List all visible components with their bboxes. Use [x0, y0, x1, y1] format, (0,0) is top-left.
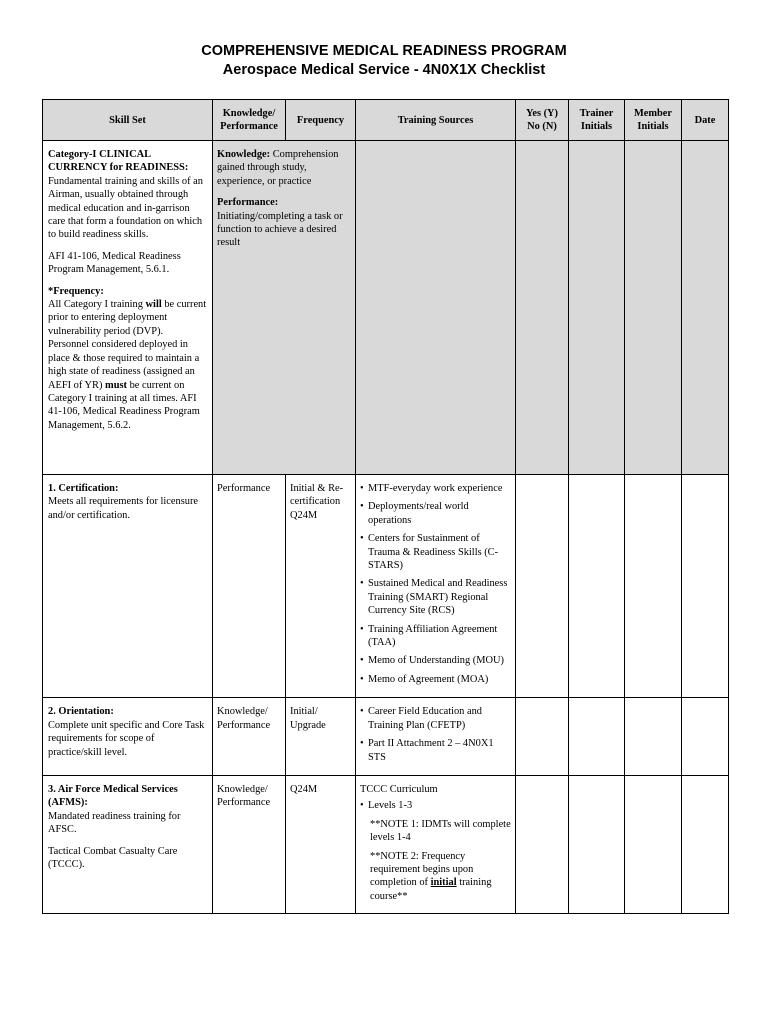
header-frequency: Frequency: [286, 100, 356, 141]
category-member-cell: [625, 141, 682, 475]
trainer-initials-cell[interactable]: [569, 775, 625, 913]
skill-title: 1. Certification:: [48, 483, 119, 494]
sources-cell: [356, 475, 516, 698]
skill-title: 3. Air Force Medical Services (AFMS):: [48, 783, 178, 809]
date-cell[interactable]: [682, 698, 729, 776]
list-item: • Training Affiliation Agreement (TAA): [360, 623, 511, 650]
skill-description-2: Tactical Combat Casualty Care (TCCC).: [48, 845, 178, 870]
header-yes-no-line2: No (N): [527, 121, 557, 132]
knowledge-definition: Knowledge: Comprehension gained through study, experience, or practice: [217, 149, 339, 187]
category-deployed-text: Personnel considered deployed in place & those required to maintain a high state of readiness (assigned an AEFI of YR) must be current on Category I training at all times. AFI 41-106, Medical Readiness Program Management, 5.6.2.: [48, 339, 200, 431]
trainer-initials-cell[interactable]: [569, 698, 625, 776]
header-yes-no: [516, 100, 569, 141]
document-title: COMPREHENSIVE MEDICAL READINESS PROGRAM: [201, 43, 567, 59]
list-item: • Sustained Medical and Readiness Training (SMART) Regional Currency Site (RCS): [360, 577, 511, 617]
category-yes-no-cell: [516, 141, 569, 475]
table-row: [43, 475, 729, 698]
skill-title: 2. Orientation:: [48, 706, 114, 718]
category-trainer-cell: [569, 141, 625, 475]
header-row: [43, 100, 729, 141]
checklist-table: [42, 99, 729, 914]
category-sources-cell: [356, 141, 516, 475]
document-subtitle: Aerospace Medical Service - 4N0X1X Checklist: [222, 62, 546, 78]
sources-list: [360, 705, 511, 764]
sources-heading: TCCC Curriculum: [360, 783, 438, 795]
header-trainer-line1: Trainer: [579, 108, 614, 119]
member-initials-cell[interactable]: [625, 775, 682, 913]
header-skill-set: Skill Set: [43, 100, 213, 141]
list-item: • Centers for Sustainment of Trauma & Readiness Skills (C-STARS): [360, 532, 511, 572]
header-trainer-initials: [569, 100, 625, 141]
note-1: **NOTE 1: IDMTs will complete levels 1-4: [370, 818, 511, 844]
performance-label: Performance:: [217, 197, 279, 209]
category-date-cell: [682, 141, 729, 475]
header-member-line1: Member: [633, 108, 673, 119]
date-cell[interactable]: [682, 775, 729, 913]
table-row: [43, 775, 729, 913]
trainer-initials-cell[interactable]: [569, 475, 625, 698]
list-item: • Career Field Education and Training Plan (CFETP): [360, 705, 511, 732]
sources-list: [360, 482, 511, 686]
header-trainer-line2: Initials: [580, 121, 613, 132]
skill-description: Meets all requirements for licensure and/or certification.: [48, 496, 199, 521]
frequency-cell: Initial/ Upgrade: [286, 698, 356, 776]
skill-description: Complete unit specific and Core Task requirements for scope of practice/skill level.: [48, 719, 205, 758]
note-2: **NOTE 2: Frequency requirement begins upon completion of initial training course**: [370, 850, 492, 902]
document-header: [0, 42, 768, 80]
table-row: [43, 698, 729, 776]
list-item: • MTF-everyday work experience: [360, 482, 511, 495]
yes-no-cell[interactable]: [516, 698, 569, 776]
kp-cell: Knowledge/ Performance: [213, 698, 286, 776]
frequency-cell: Q24M: [286, 775, 356, 913]
header-date: Date: [682, 100, 729, 141]
yes-no-cell[interactable]: [516, 775, 569, 913]
date-cell[interactable]: [682, 475, 729, 698]
list-item: • Part II Attachment 2 – 4N0X1 STS: [360, 737, 511, 764]
category-title: Category-I CLINICAL CURRENCY for READINESS:: [48, 149, 189, 174]
skill-cell: [43, 475, 213, 698]
sources-cell: [356, 698, 516, 776]
yes-no-cell[interactable]: [516, 475, 569, 698]
sources-list: [360, 799, 511, 812]
header-knowledge-performance: Knowledge/ Performance: [213, 100, 286, 141]
header-member-line2: Initials: [637, 121, 669, 132]
header-member-initials: [625, 100, 682, 141]
list-item: • Levels 1-3: [360, 799, 511, 812]
sources-cell: [356, 775, 516, 913]
list-item: • Memo of Agreement (MOA): [360, 673, 511, 686]
category-frequency-label: *Frequency:: [48, 285, 104, 297]
frequency-cell: Initial & Re-certification Q24M: [286, 475, 356, 698]
skill-cell: [43, 775, 213, 913]
category-frequency-text: All Category I training will be current prior to entering deployment vulnerability period (DVP).: [48, 299, 207, 337]
performance-definition: Initiating/completing a task or function to achieve a desired result: [217, 210, 343, 249]
skill-description: Mandated readiness training for AFSC.: [48, 810, 181, 836]
header-training-sources: Training Sources: [356, 100, 516, 141]
category-row: [43, 141, 729, 475]
category-skill-cell: [43, 141, 213, 475]
list-item: • Memo of Understanding (MOU): [360, 654, 511, 667]
category-description: Fundamental training and skills of an Airman, usually obtained through medical education and in-garrison care that form a foundation on which to build readiness skills.: [48, 175, 203, 241]
kp-cell: Performance: [213, 475, 286, 698]
category-definitions-cell: [213, 141, 356, 475]
list-item: • Deployments/real world operations: [360, 500, 511, 527]
member-initials-cell[interactable]: [625, 475, 682, 698]
header-yes-no-line1: Yes (Y): [525, 108, 559, 119]
kp-cell: Knowledge/ Performance: [213, 775, 286, 913]
category-reference: AFI 41-106, Medical Readiness Program Management, 5.6.1.: [48, 250, 181, 276]
member-initials-cell[interactable]: [625, 698, 682, 776]
skill-cell: [43, 698, 213, 776]
